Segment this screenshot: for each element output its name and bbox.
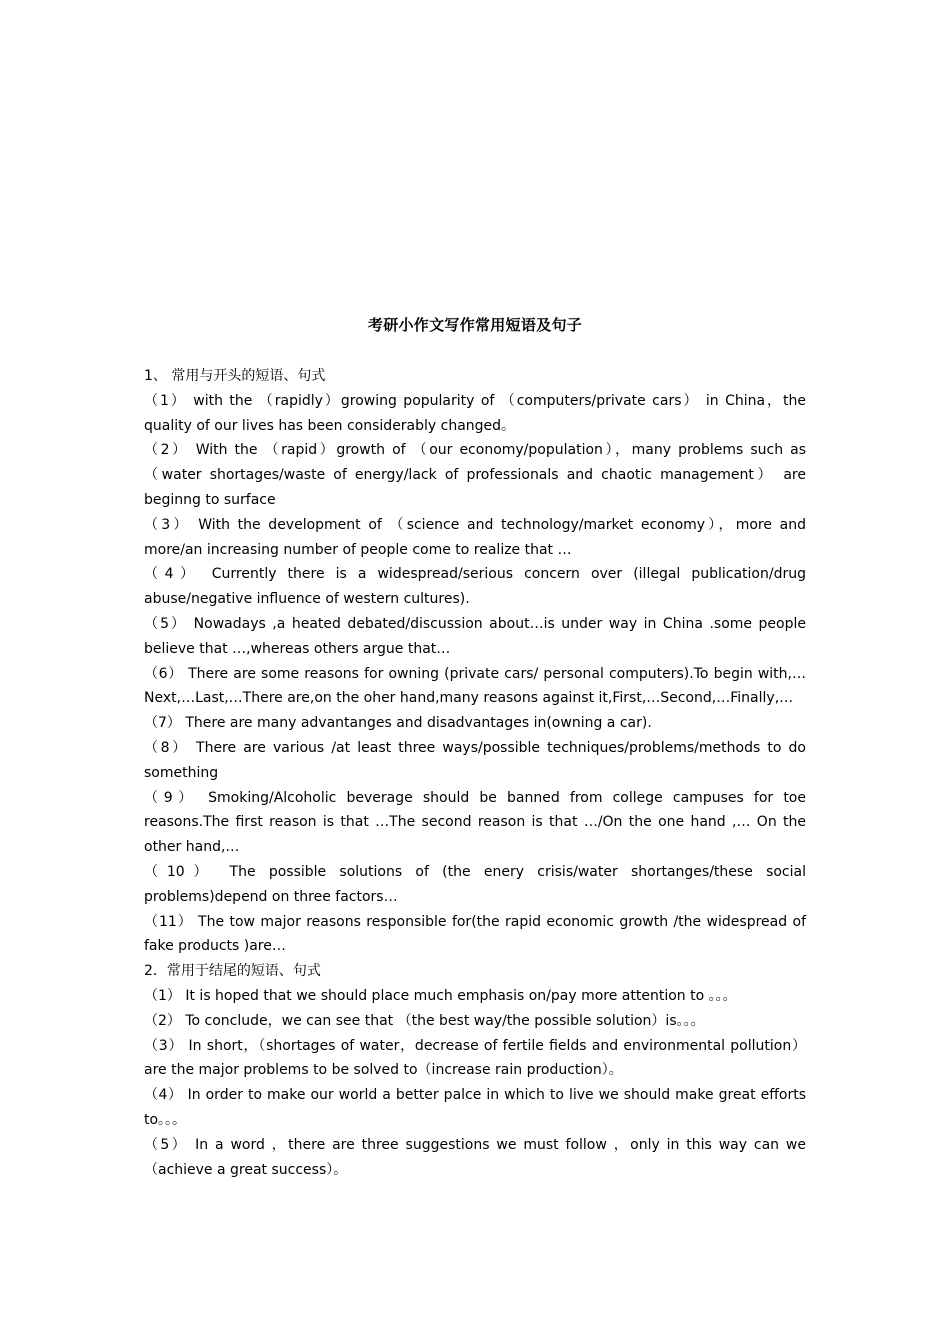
opening-phrase-item: （9） Smoking/Alcoholic beverage should be banned from college campuses for toe reasons.The first reason is that …The second reason is that …/On the one hand ,… On the other hand,… [144,789,806,856]
opening-phrase-item: （4） Currently there is a widespread/serious concern over (illegal publication/drug abuse/negative influence of western cultures). [144,566,806,608]
closing-phrase-item: （5） In a word ，there are three suggestions we must follow ，only in this way can we（achieve a great success）。 [144,1136,806,1178]
opening-phrase-item: （10） The possible solutions of (the enery crisis/water shortanges/these social problems)depend on three factors… [144,863,806,905]
opening-phrase-item: （3） With the development of （science and technology/market economy），more and more/an increasing number of people come to realize that … [144,516,806,558]
document-body [144,364,806,1182]
closing-phrase-item: （1） It is hoped that we should place much emphasis on/pay more attention to 。。。 [144,987,737,1004]
closing-phrase-item: （4） In order to make our world a better palce in which to live we should make great efforts to。。。 [144,1087,806,1128]
document-title: 考研小作文写作常用短语及句子 [367,316,583,334]
closing-phrase-item: （3） In short，（shortages of water，decrease of fertile fields and environmental pollution）are the major problems to be solved to（increase rain production）。 [144,1037,806,1079]
opening-phrase-item: （5） Nowadays ,a heated debated/discussion about…is under way in China .some people believe that …,whereas others argue that… [144,615,806,657]
opening-phrase-item: （11） The tow major reasons responsible for(the rapid economic growth /the widespread of fake products )are… [144,913,806,955]
opening-phrase-item: （7） There are many advantanges and disadvantages in(owning a car). [144,715,652,732]
opening-phrase-item: （2） With the （rapid）growth of （our economy/population），many problems such as（water shortages/waste of energy/lack of professionals and chaotic management） are beginng to surface [144,442,806,508]
opening-phrase-item: （1） with the （rapidly）growing popularity of （computers/private cars） in China，the quality of our lives has been considerably changed。 [144,392,806,434]
section-heading-opening: 1、 常用与开头的短语、句式 [144,368,326,384]
section-heading-closing: 2．常用于结尾的短语、句式 [144,963,321,980]
opening-phrase-item: （6） There are some reasons for owning (private cars/ personal computers).To begin with,…Next,…Last,…There are,on the oher hand,many reasons against it,First,…Second,…Finally,… [144,665,806,707]
closing-phrase-item: （2） To conclude，we can see that （the best way/the possible solution）is。。。 [144,1012,705,1029]
opening-phrase-item: （8） There are various /at least three ways/possible techniques/problems/methods to do something [144,739,806,781]
